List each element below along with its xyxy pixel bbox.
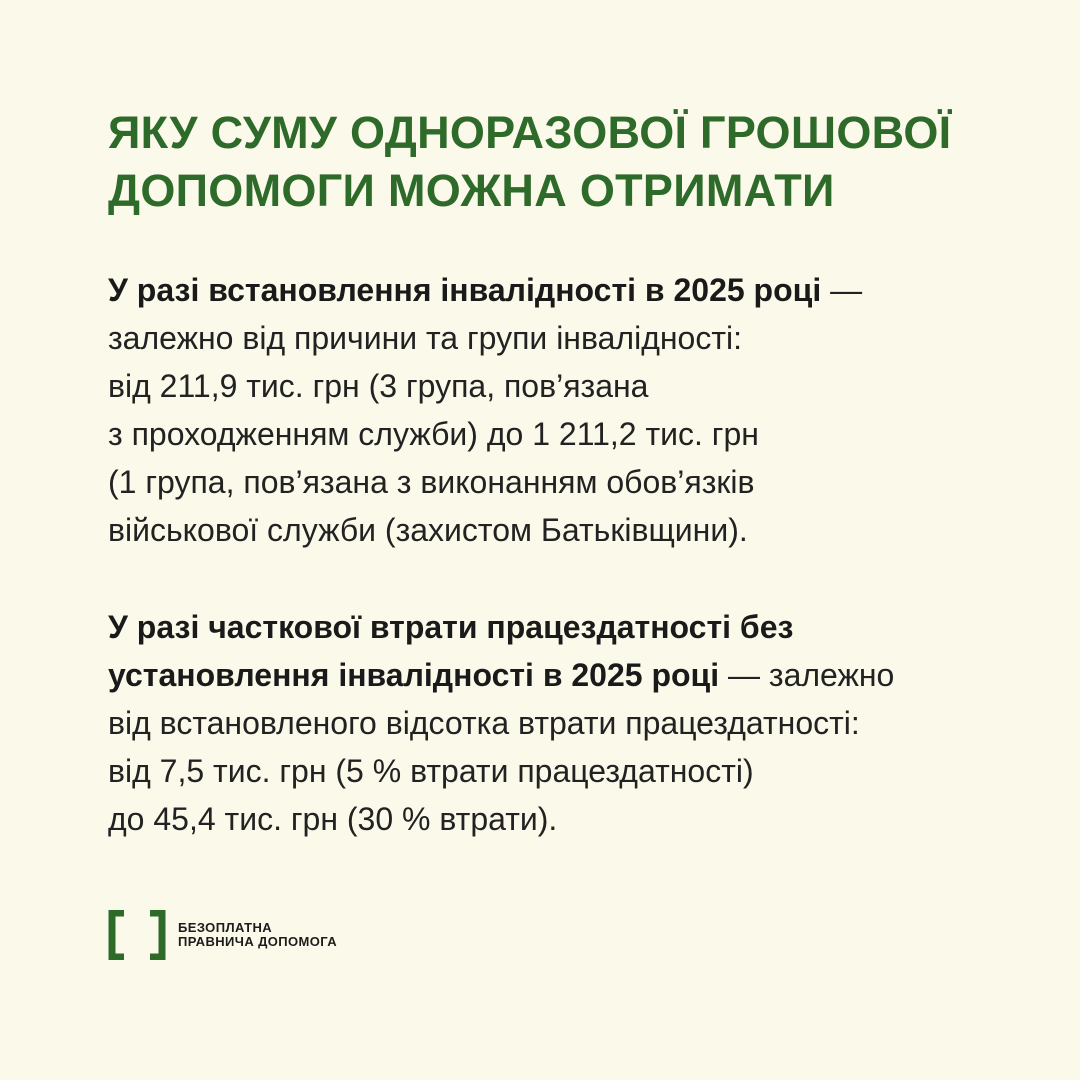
disability-line-2: залежно від причини та групи інвалідності: (108, 320, 742, 356)
work-capacity-line-5: до 45,4 тис. грн (30 % втрати). (108, 801, 558, 837)
work-capacity-line-3: від встановленого відсотка втрати працездатності: (108, 705, 860, 741)
work-capacity-tail: — залежно (719, 657, 895, 693)
disability-paragraph (108, 266, 1008, 554)
work-capacity-heading-2: установлення інвалідності в 2025 році (108, 657, 720, 693)
disability-dash: — (821, 272, 863, 308)
bracket-logo-icon (108, 910, 166, 960)
brand-name-line-2: ПРАВНИЧА ДОПОМОГА (178, 934, 338, 949)
work-capacity-paragraph (108, 603, 1008, 843)
disability-line-3: від 211,9 тис. грн (3 група, пов’язана (108, 368, 649, 404)
disability-heading: У разі встановлення інвалідності в 2025 році (108, 272, 822, 308)
disability-line-4: з проходженням служби) до 1 211,2 тис. грн (108, 416, 759, 452)
page-title (108, 104, 1008, 220)
title-line-2: ДОПОМОГИ МОЖНА ОТРИМАТИ (108, 165, 835, 216)
work-capacity-line-4: від 7,5 тис. грн (5 % втрати працездатності) (108, 753, 754, 789)
brand-logo (108, 910, 337, 960)
brand-name (178, 921, 337, 949)
title-line-1: ЯКУ СУМУ ОДНОРАЗОВОЇ ГРОШОВОЇ (108, 107, 952, 158)
brand-name-line-1: БЕЗОПЛАТНА (178, 920, 273, 935)
disability-line-5: (1 група, пов’язана з виконанням обов’язків (108, 464, 755, 500)
work-capacity-heading-1: У разі часткової втрати працездатності без (108, 609, 794, 645)
disability-line-6: військової служби (захистом Батьківщини). (108, 512, 748, 548)
